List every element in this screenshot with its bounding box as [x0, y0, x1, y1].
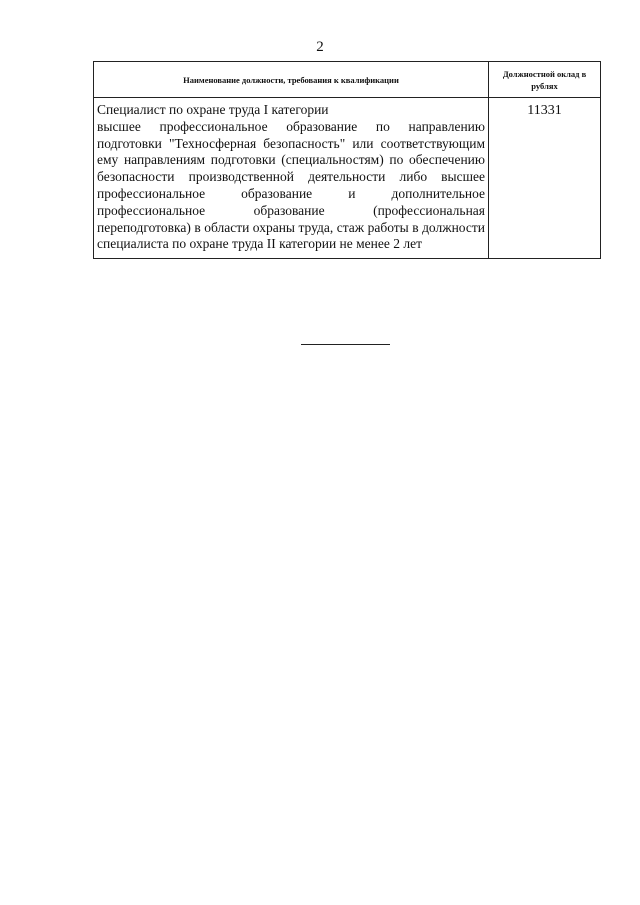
header-position: Наименование должности, требования к квалификации — [94, 62, 489, 98]
salary-table — [93, 61, 601, 259]
header-salary: Должностной оклад в рублях — [489, 62, 601, 98]
end-of-document-rule — [301, 344, 390, 345]
position-cell — [94, 98, 489, 259]
position-title: Специалист по охране труда I категории — [97, 102, 329, 117]
page-number: 2 — [316, 39, 324, 55]
position-requirements: высшее профессиональное образование по направлению подготовки "Техносферная безопасность" или соответствующим ему направлениям подготовки (специальностям) по обеспечению безопасности производственной деятельности либо высшее профессиональное образование и дополнительное профессиональное образование (профессиональная переподготовка) в области охраны труда, стаж работы в должности специалиста по охране труда II категории не менее 2 лет — [97, 118, 485, 252]
table-header-row — [94, 62, 601, 98]
table-row — [94, 98, 601, 259]
salary-value: 11331 — [489, 98, 601, 259]
